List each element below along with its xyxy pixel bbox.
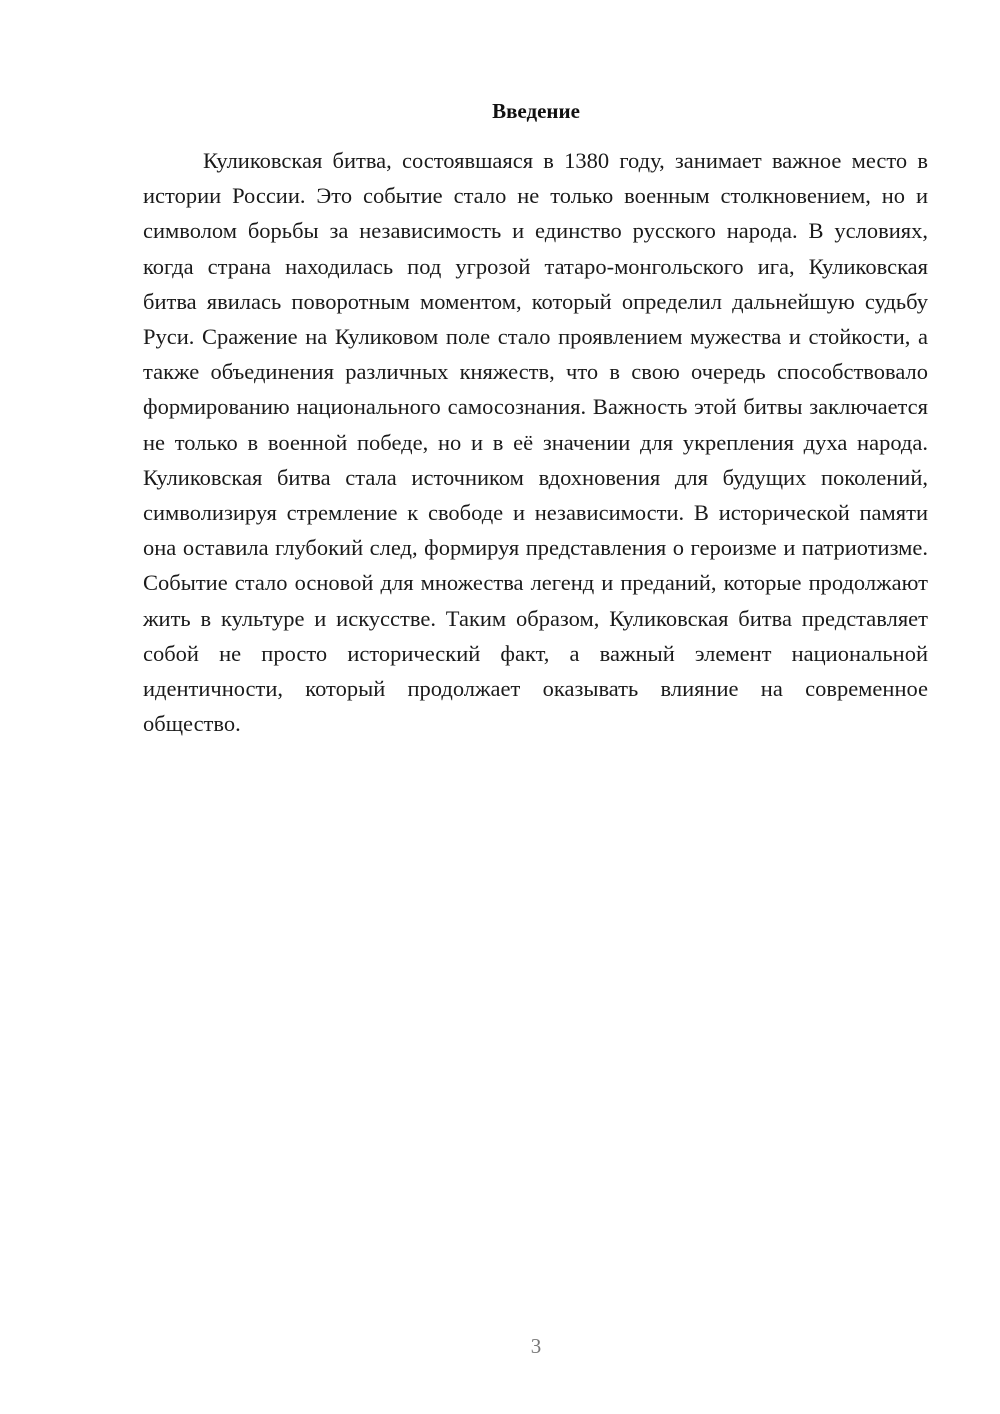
page-number: 3	[530, 1334, 542, 1358]
section-heading: Введение	[492, 99, 580, 123]
body-paragraph: Куликовская битва, состоявшаяся в 1380 году, занимает важное место в истории России. Это событие стало не только военным столкновением, но и символом борьбы за независимость и единство русского народа. В условиях, когда страна находилась под угрозой татаро-монгольского ига, Куликовская битва явилась поворотным моментом, который определил дальнейшую судьбу Руси. Сражение на Куликовом поле стало проявлением мужества и стойкости, а также объединения различных княжеств, что в свою очередь способствовало формированию национального самосознания. Важность этой битвы заключается не только в военной победе, но и в её значении для укрепления духа народа. Куликовская битва стала источником вдохновения для будущих поколений, символизируя стремление к свободе и независимости. В исторической памяти она оставила глубокий след, формируя представления о героизме и патриотизме. Событие стало основой для множества легенд и преданий, которые продолжают жить в культуре и искусстве. Таким образом, Куликовская битва представляет собой не просто исторический факт, а важный элемент национальной идентичности, который продолжает оказывать влияние на современное общество.	[143, 148, 928, 737]
